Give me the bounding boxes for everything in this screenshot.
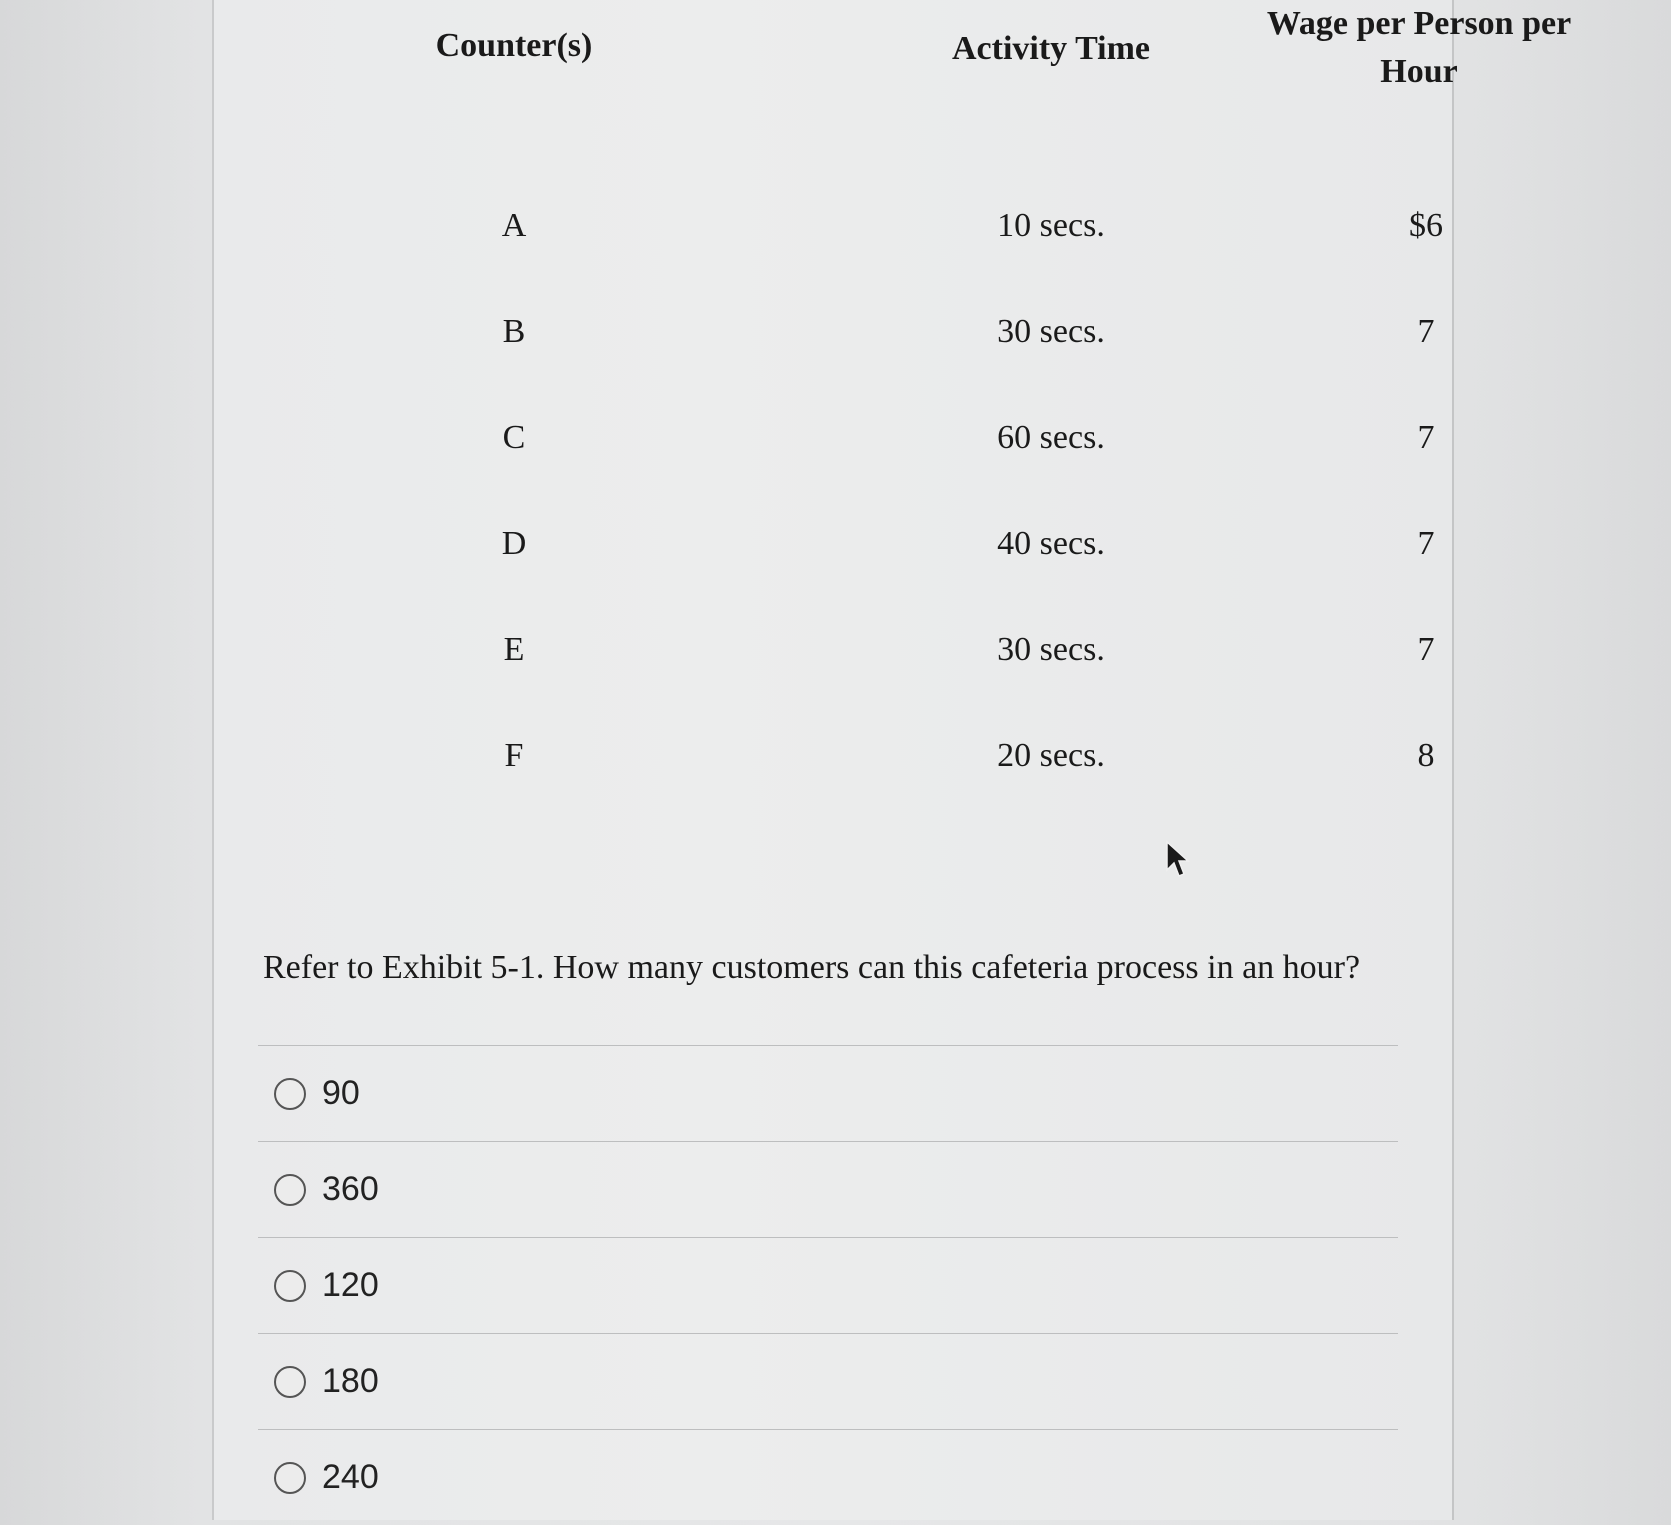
- answer-option-label: 360: [322, 1170, 379, 1208]
- answer-option-label: 90: [322, 1074, 360, 1112]
- radio-button-icon[interactable]: [274, 1078, 306, 1110]
- cell-counter: D: [501, 525, 527, 562]
- radio-button-icon[interactable]: [274, 1174, 306, 1206]
- answer-option[interactable]: [258, 1333, 1398, 1429]
- header-wage: Wage per Person per Hour: [1266, 5, 1572, 90]
- answer-option[interactable]: [258, 1045, 1398, 1141]
- answer-option[interactable]: [258, 1141, 1398, 1237]
- answer-option-label: 240: [322, 1458, 379, 1496]
- cell-wage: $6: [1409, 207, 1443, 244]
- cell-activity-time: 60 secs.: [997, 419, 1105, 456]
- cell-activity-time: 40 secs.: [997, 525, 1105, 562]
- cell-wage: 7: [1417, 631, 1435, 668]
- cell-counter: E: [503, 631, 525, 668]
- cell-activity-time: 10 secs.: [997, 207, 1105, 244]
- cell-counter: C: [502, 419, 526, 456]
- cell-counter: B: [502, 313, 526, 350]
- cell-wage: 7: [1417, 525, 1435, 562]
- cell-counter: A: [501, 207, 527, 244]
- radio-button-icon[interactable]: [274, 1270, 306, 1302]
- header-activity-time: Activity Time: [952, 30, 1150, 67]
- header-counter: Counter(s): [435, 27, 593, 64]
- answer-option-label: 180: [322, 1362, 379, 1400]
- cell-activity-time: 30 secs.: [997, 631, 1105, 668]
- cell-counter: F: [504, 737, 524, 774]
- radio-button-icon[interactable]: [274, 1462, 306, 1494]
- cell-wage: 8: [1417, 737, 1435, 774]
- mouse-cursor-icon: [1165, 840, 1191, 880]
- cell-wage: 7: [1417, 419, 1435, 456]
- question-text: Refer to Exhibit 5-1. How many customers can this cafeteria process in an hour?: [263, 949, 1361, 986]
- answer-option[interactable]: [258, 1429, 1398, 1525]
- cell-wage: 7: [1417, 313, 1435, 350]
- cell-activity-time: 20 secs.: [997, 737, 1105, 774]
- cell-activity-time: 30 secs.: [997, 313, 1105, 350]
- radio-button-icon[interactable]: [274, 1366, 306, 1398]
- answer-options: [258, 1045, 1398, 1525]
- answer-option[interactable]: [258, 1237, 1398, 1333]
- answer-option-label: 120: [322, 1266, 379, 1304]
